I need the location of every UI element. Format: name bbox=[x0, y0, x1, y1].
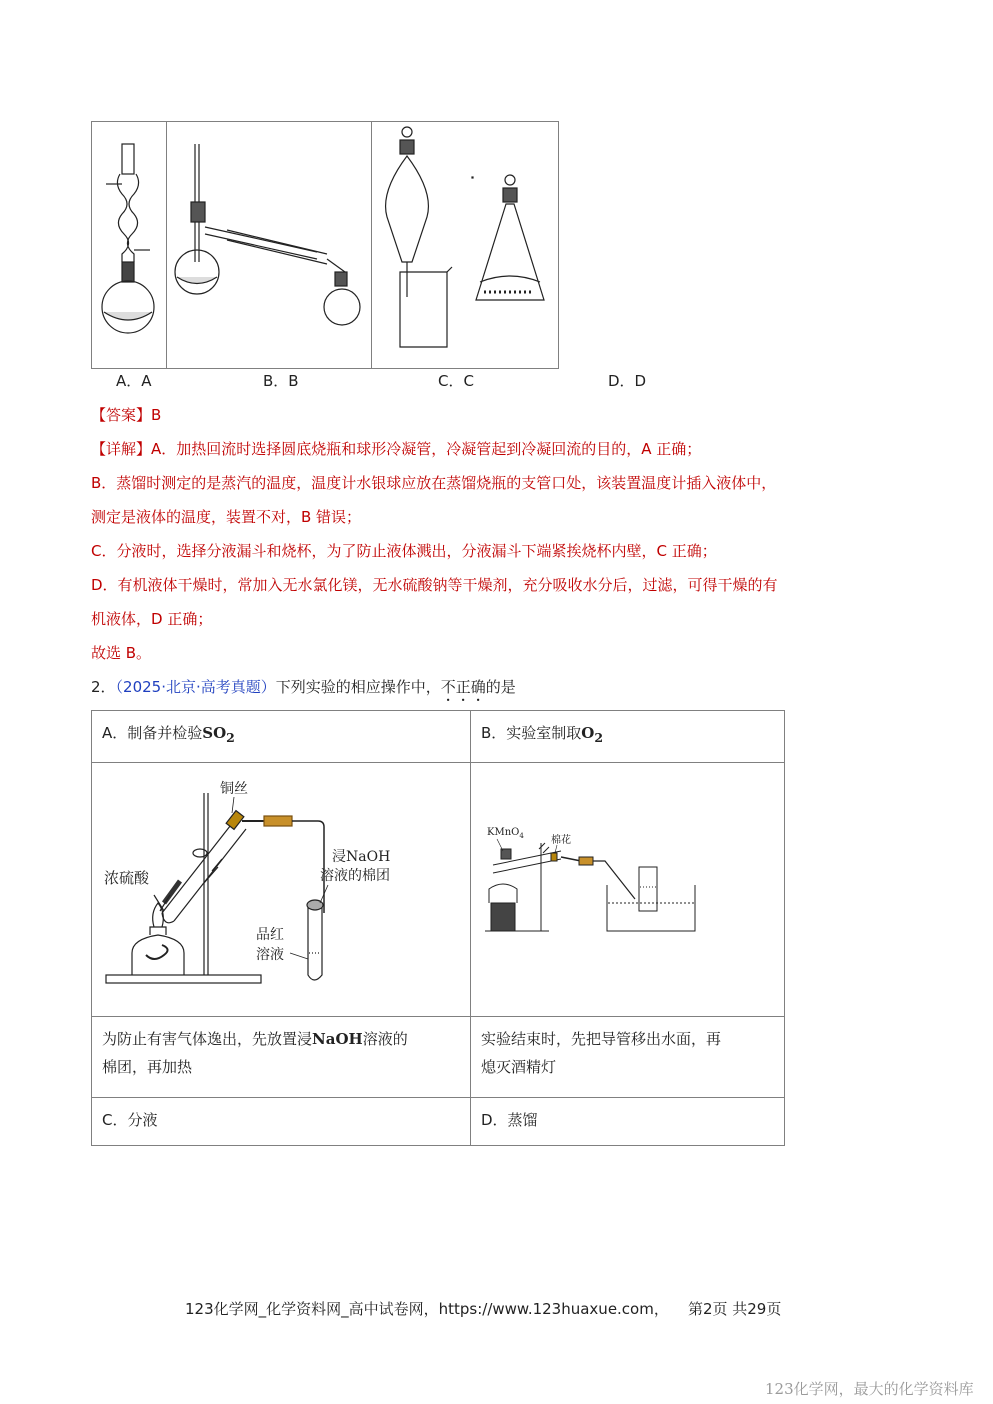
so2-subscript: 2 bbox=[226, 730, 235, 745]
detail-line-4: C．分液时，选择分液漏斗和烧杯，为了防止液体溅出，分液漏斗下端紧挨烧杯内壁，C 正确； bbox=[91, 542, 717, 560]
cell-a-operation bbox=[92, 1017, 471, 1098]
question-number: 2． bbox=[91, 678, 116, 696]
detail-line-2: B．蒸馏时测定的是蒸汽的温度，温度计水银球应放在蒸馏烧瓶的支管口处，该装置温度计插入液体中， bbox=[91, 474, 777, 492]
label-copper-wire: 铜丝 bbox=[220, 781, 248, 797]
stem-emphasis: 不正确 bbox=[440, 678, 486, 696]
so2-formula: SO bbox=[202, 724, 227, 742]
option-c-label: C．C bbox=[438, 372, 474, 390]
stem-suffix: 的是 bbox=[485, 678, 516, 696]
label-naoh-line1: 浸NaOH bbox=[332, 849, 391, 865]
question-source: （2025·北京·高考真题） bbox=[115, 678, 276, 696]
cell-a-title bbox=[92, 711, 471, 763]
cell-b-title-text: B．实验室制取 bbox=[481, 724, 582, 742]
cell-a-figure bbox=[92, 763, 471, 1017]
stem-prefix: 下列实验的相应操作中， bbox=[275, 678, 441, 696]
o2-formula: O bbox=[581, 724, 595, 742]
detail-line-3: 测定是液体的温度，装置不对，B 错误； bbox=[91, 508, 362, 526]
label-conc-sulfuric-acid: 浓硫酸 bbox=[104, 869, 150, 887]
label-naoh-line2: 溶液的棉团 bbox=[320, 868, 390, 884]
question-2-stem bbox=[91, 677, 516, 705]
label-pinred-line1: 品红 bbox=[256, 927, 284, 943]
distillation-apparatus-illustration bbox=[167, 122, 371, 368]
cell-d-title: D．蒸馏 bbox=[471, 1098, 785, 1146]
answer-label: 【答案】 bbox=[91, 406, 152, 424]
detail-line-6: 机液体，D 正确； bbox=[91, 610, 213, 628]
detail-text: A．加热回流时选择圆底烧瓶和球形冷凝管，冷凝管起到冷凝回流的目的，A 正确； bbox=[151, 440, 702, 458]
cell-b-figure bbox=[471, 763, 785, 1017]
label-pinred-line2: 溶液 bbox=[256, 947, 284, 963]
separatory-funnel-illustration bbox=[372, 122, 558, 368]
label-kmno4-subscript: 4 bbox=[519, 832, 524, 840]
option-a-label: A．A bbox=[116, 372, 152, 390]
apparatus-figure-a bbox=[91, 121, 167, 369]
operation-a-line2: 棉团，再加热 bbox=[102, 1058, 193, 1076]
label-kmno4-text: KMnO bbox=[487, 827, 520, 838]
question-2-table bbox=[91, 710, 785, 1146]
footer-site-text: 123化学网_化学资料网_高中试卷网，https://www.123huaxue.com， bbox=[185, 1300, 669, 1318]
footer-page-number: 第2页 共29页 bbox=[687, 1300, 782, 1318]
o2-apparatus-illustration bbox=[471, 763, 784, 1007]
footer-watermark: 123化学网，最大的化学资料库 bbox=[765, 1380, 974, 1398]
so2-apparatus-illustration bbox=[92, 763, 470, 1007]
o2-subscript: 2 bbox=[594, 730, 604, 745]
cell-c-title: C．分液 bbox=[92, 1098, 471, 1146]
reflux-apparatus-illustration bbox=[92, 122, 166, 368]
operation-a-suffix: 溶液的 bbox=[362, 1030, 408, 1048]
detail-label: 【详解】 bbox=[91, 440, 152, 458]
cell-b-title bbox=[471, 711, 785, 763]
operation-a-naoh: NaOH bbox=[312, 1030, 363, 1048]
page-footer bbox=[185, 1299, 781, 1319]
option-d-label: D．D bbox=[608, 372, 647, 390]
answer-value: B bbox=[151, 406, 162, 424]
option-b-label: B．B bbox=[263, 372, 299, 390]
label-cotton: 棉花 bbox=[551, 835, 571, 846]
label-kmno4 bbox=[487, 827, 524, 840]
detail-line-1 bbox=[91, 439, 701, 459]
cell-b-operation bbox=[471, 1017, 785, 1098]
detail-line-7: 故选 B。 bbox=[91, 644, 152, 662]
operation-b-line2: 熄灭酒精灯 bbox=[481, 1058, 557, 1076]
detail-line-5: D．有机液体干燥时，常加入无水氯化镁，无水硫酸钠等干燥剂，充分吸收水分后，过滤，可得干燥的有 bbox=[91, 576, 778, 594]
apparatus-figure-c bbox=[371, 121, 559, 369]
operation-a-prefix: 为防止有害气体逸出，先放置浸 bbox=[102, 1030, 313, 1048]
cell-a-title-text: A．制备并检验 bbox=[102, 724, 203, 742]
answer-line bbox=[91, 405, 161, 425]
operation-b-line1: 实验结束时，先把导管移出水面，再 bbox=[481, 1030, 722, 1048]
operation-a-line1 bbox=[102, 1025, 460, 1053]
apparatus-figure-b bbox=[166, 121, 372, 369]
